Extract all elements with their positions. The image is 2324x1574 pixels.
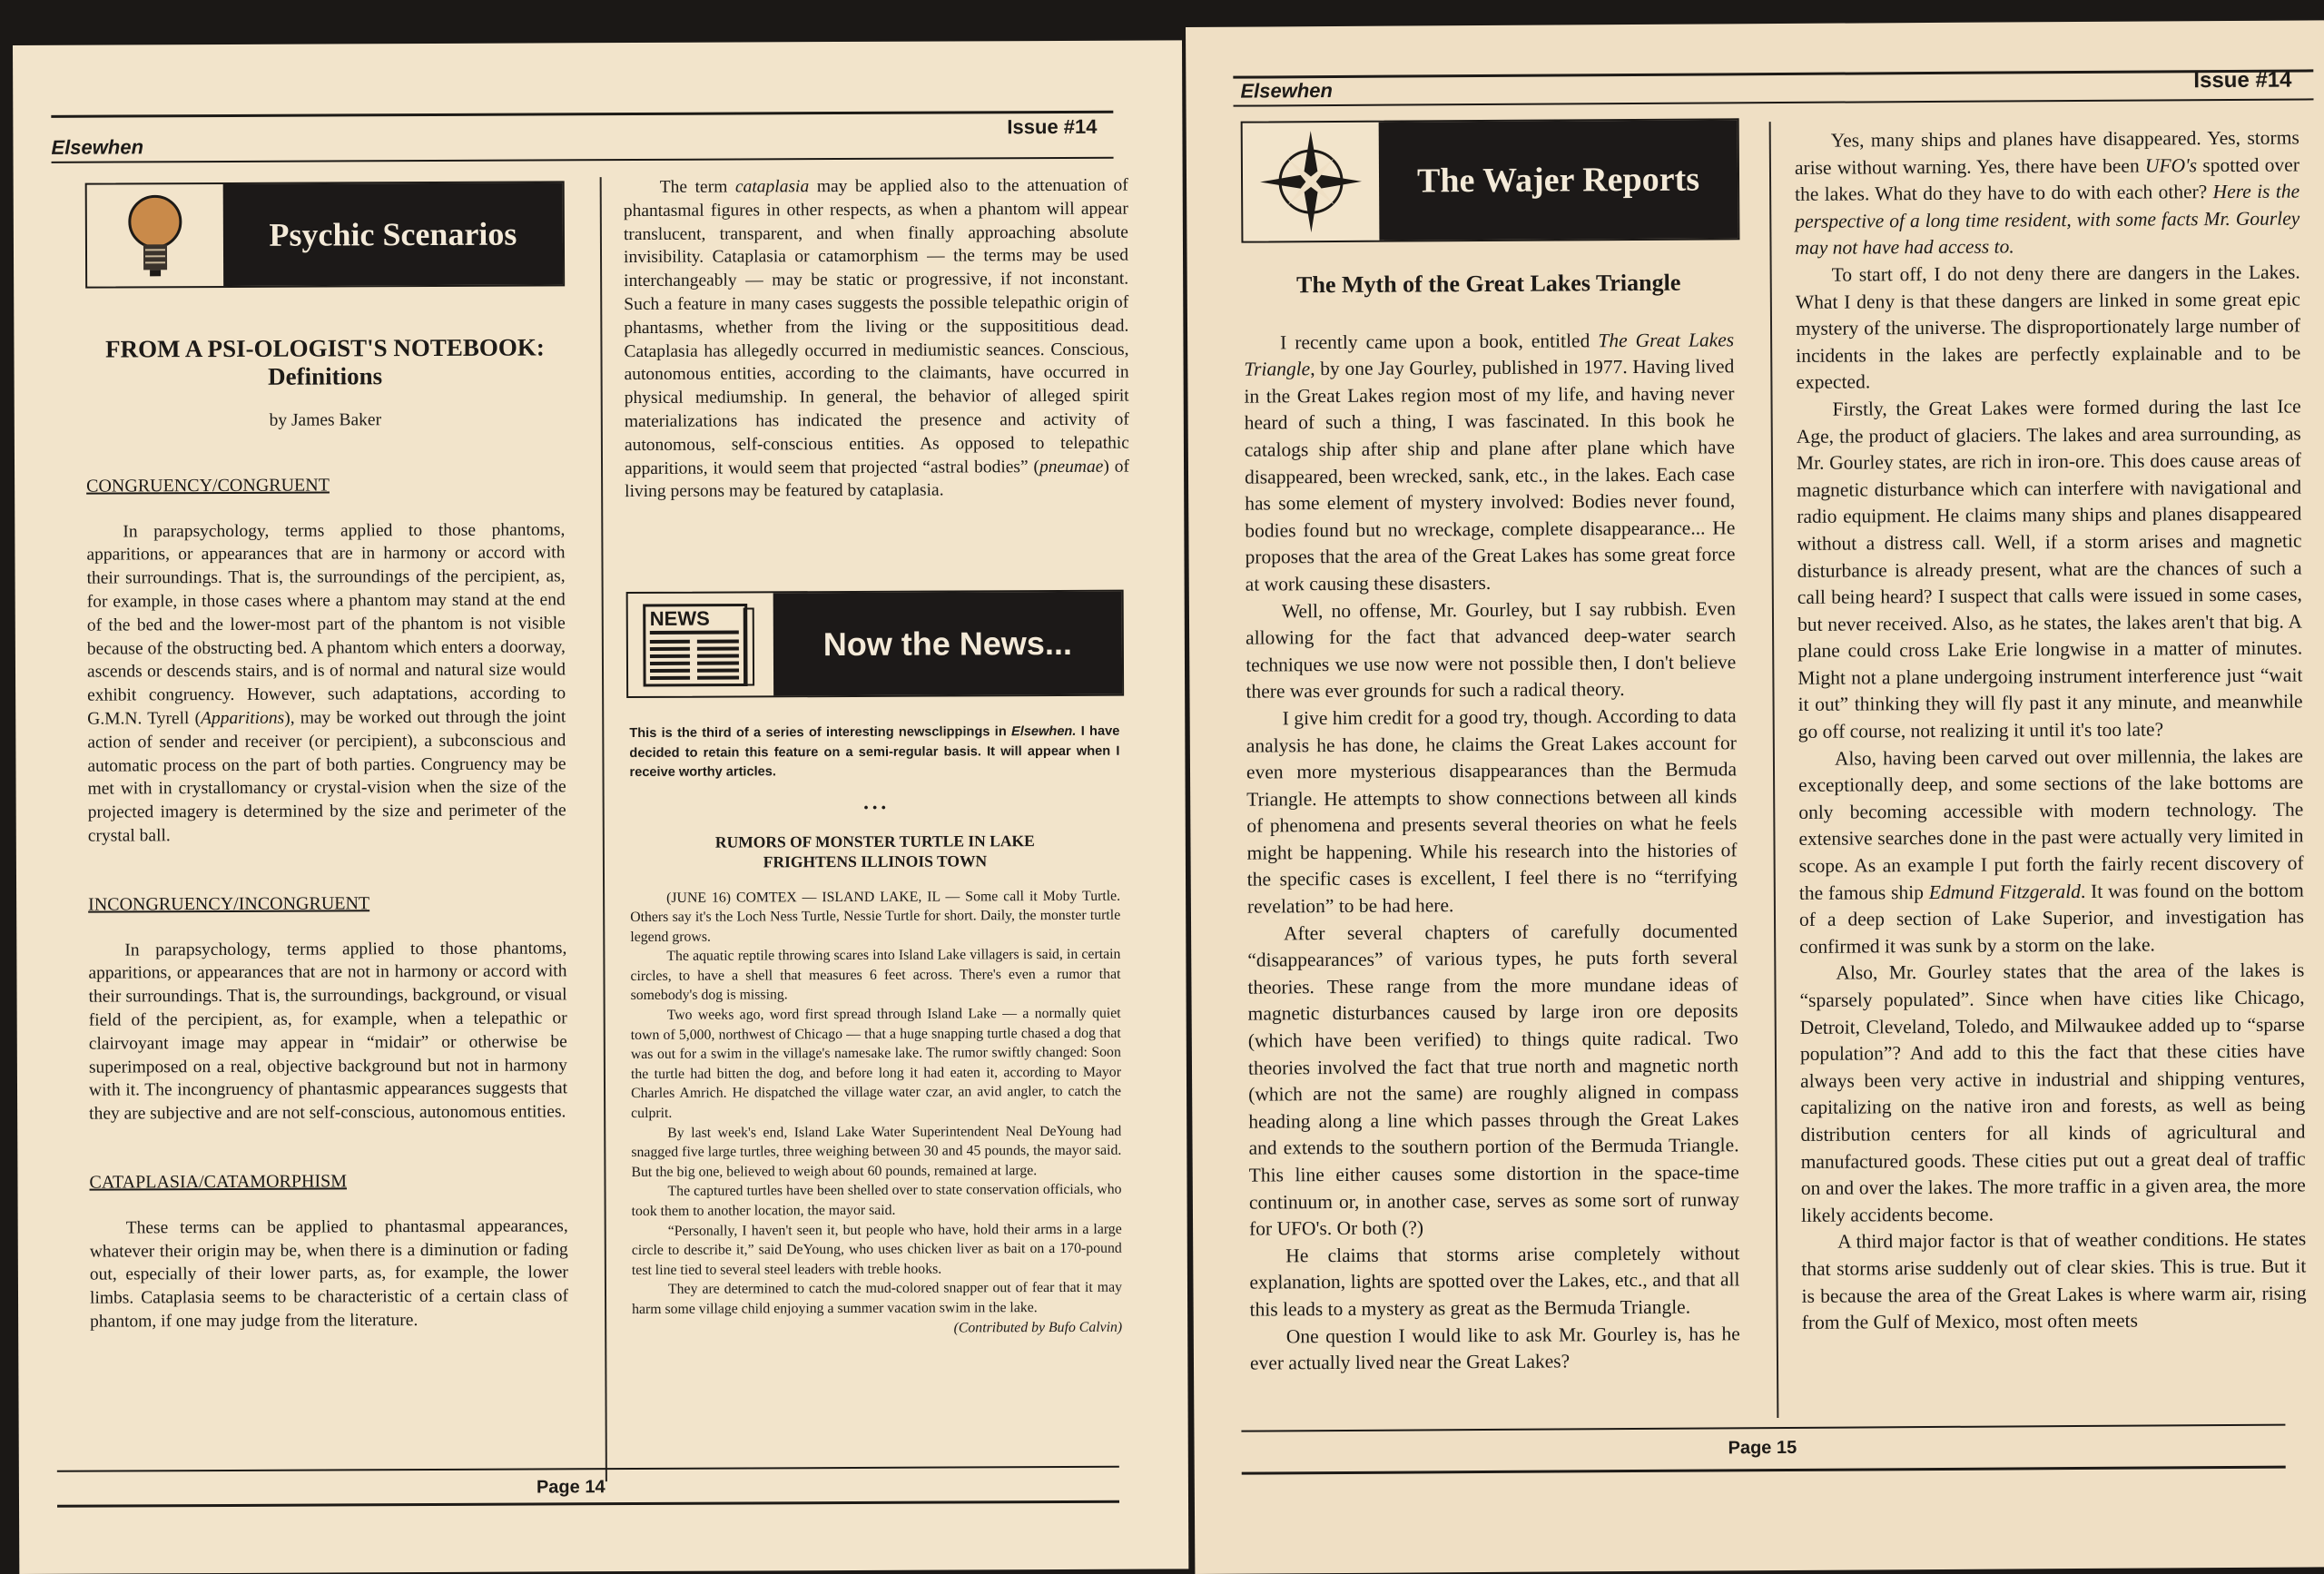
- left-page: [13, 40, 1188, 1574]
- separator: • • •: [863, 800, 887, 816]
- banner-title: The Wajer Reports: [1379, 120, 1738, 240]
- paragraph: [1795, 125, 2300, 262]
- article-title-line1: FROM A PSI-OLOGIST'S NOTEBOOK:: [104, 333, 545, 363]
- paragraph: [632, 1278, 1122, 1320]
- wajer-reports-banner: [1241, 118, 1740, 242]
- page-number: Page 14: [536, 1477, 606, 1498]
- paragraph: [631, 1180, 1121, 1222]
- paragraph: [90, 1215, 569, 1333]
- paragraph: [1798, 743, 2304, 960]
- text-run: In parapsychology, terms applied to those phantoms, apparitions, or appearances that are not in harmony or accord with their surroundings. That is, the surroundings, background, or visual field of the percipient, as, for example, when a telepathic or clairvoyant image may appear in “midair” or otherwise be superimposed on a real, objective background but not in harmony with it. The incongruency of phantasmic appearances suggests that they are subjective and are not self-conscious, autonomous entities.: [88, 938, 568, 1124]
- newspaper-icon: [628, 593, 773, 696]
- footer-rule: [1241, 1424, 2285, 1432]
- italic-text: pneumae: [1039, 457, 1104, 477]
- footer-rule-lower: [1242, 1466, 2286, 1475]
- italic-text: cataplasia: [734, 177, 810, 197]
- banner-title: Psychic Scenarios: [223, 182, 563, 286]
- paragraph: [1801, 1226, 2307, 1337]
- right-page: [1186, 20, 2324, 1574]
- wajer-column-2: [1795, 125, 2307, 1337]
- text-run: “Personally, I haven't seen it, but people who have, hold their arms in a large circle to describe it,” said DeYoung, who uses chicken liver as bait on a 170-pound test line tied to several steel leaders with treble hooks.: [631, 1221, 1122, 1278]
- headline-line1: RUMORS OF MONSTER TURTLE IN LAKE: [714, 831, 1035, 851]
- publication-name: Elsewhen: [51, 135, 144, 159]
- column-divider: [1769, 122, 1779, 1418]
- issue-number: Issue #14: [2193, 67, 2292, 93]
- paragraph: [630, 945, 1120, 1006]
- text-run: (JUNE 16) COMTEX — ISLAND LAKE, IL — Some call it Moby Turtle. Others say it's the Loch Ness Turtle, Nessie Turtle for short. Daily, the monster turtle legend grows.: [630, 888, 1121, 945]
- footer-rule-lower: [57, 1500, 1119, 1508]
- text-run: By last week's end, Island Lake Water Superintendent Neal DeYoung had snagged five large turtles, three weighing between 30 and 45 pounds, the mayor said. But the big one, believed to weigh about 60 pounds, remained at large.: [631, 1123, 1122, 1180]
- headline-line2: FRIGHTENS ILLINOIS TOWN: [763, 851, 988, 871]
- header-rule-lower: [1234, 98, 2314, 106]
- header-rule-lower: [52, 157, 1114, 163]
- publication-name: Elsewhen: [1240, 79, 1333, 103]
- text-run: . It was found on the bottom of a deep section of Lake Superior, and investigation has confirmed it was sunk by a storm on the lake.: [1798, 879, 2305, 958]
- text-run: ) of living persons may be featured by cataplasia.: [625, 457, 1130, 502]
- wajer-column-1: [1244, 269, 1740, 1377]
- lightbulb-icon: [87, 184, 223, 287]
- text-run: I give him credit for a good try, though. According to data analysis he has done, he claims the Great Lakes account for even more mysterious disappearances than the Bermuda Triangle. He attempts to show connections between all kinds of phenomena and presents several theories on what he feels might be happening. While his research into the histories of the specific cases is excellent, I feel there is no “terrifying revelation” to be had here.: [1246, 704, 1738, 918]
- text-run: The captured turtles have been shelled over to state conservation officials, who took them to another location, the mayor said.: [631, 1182, 1122, 1220]
- paragraph: [1247, 918, 1739, 1243]
- text-run: In parapsychology, terms applied to those phantoms, apparitions, or appearances that are in harmony or accord with their surroundings. That is, the surroundings of the percipient, as, for example, in those cases where a phantom may stand at the end of the bed and the lower-most part of the phantom is not visible because of the obstructing bed. A phantom which enters a doorway, ascends or descends stairs, and is of normal and natural size would exhibit congruency. However, such adaptations, according to G.M.N. Tyrell (: [86, 519, 566, 729]
- paragraph: [1799, 958, 2306, 1229]
- article-title: [85, 333, 564, 391]
- paragraph: [624, 174, 1130, 505]
- section-heading: CONGRUENCY/CONGRUENT: [86, 475, 330, 497]
- compass-rose-icon: [1243, 123, 1380, 241]
- page-number: Page 15: [1728, 1437, 1797, 1459]
- byline: by James Baker: [269, 410, 382, 430]
- text-run: The term: [659, 177, 735, 197]
- text-run: These terms can be applied to phantasmal appearances, whatever their origin may be, when there is a diminution or fading out, especially of their lower parts, as, for example, the lower limbs. Cataplasia seems to be characteristic of a certain class of phantom, if one may judge from the literature.: [89, 1216, 569, 1332]
- text-run: Two weeks ago, word first spread through Island Lake — a normally quiet town of 5,000, northwest of Chicago — that a huge snapping turtle chased a dog that was out for a swim in the village's namesake lake. The rumor swiftly changed: Soon the turtle had bitten the dog, and before long it had eaten it, according to Mayor Charles Amrich. He dispatched the village water czar, an avid angler, to catch the culprit.: [630, 1005, 1122, 1122]
- news-banner-title: Now the News...: [773, 592, 1122, 696]
- section-heading: INCONGRUENCY/INCONGRUENT: [88, 893, 370, 915]
- italic-text: Elsewhen.: [1010, 723, 1077, 740]
- paragraph: [1244, 327, 1736, 598]
- text-run: ), may be worked out through the joint action of sender and receiver (or percipient), a subconscious and automatic process on the part of both parties. Congruency may be met with in crystallomancy or crystal-vision when the size of the projected imagery is determined by the size and perimeter of the crystal ball.: [87, 707, 566, 846]
- text-run: A third major factor is that of weather conditions. He states that storms arise suddenly out of clear skies. This is true. But it is because the area of the Great Lakes is where warm air, rising from the Gulf of Mexico, most often meets: [1801, 1227, 2307, 1334]
- footer-rule: [57, 1466, 1119, 1472]
- text-run: spotted over the lakes. What do they have to do with each other?: [1795, 153, 2300, 206]
- text-run: Firstly, the Great Lakes were formed during the last Ice Age, the product of glaciers. The lakes and area surrounding, as Mr. Gourley states, are rich in iron-ore. This does cause areas of magnetic disturbance which can interfere with navigational and radio equipment. He claims many ships and planes disappeared without a distress call. Well, if a storm arises and magnetic disturbance is already present, what are the chances of such a call being heard? I suspect that calls were issued in some cases, but never received. Also, as he states, the lakes aren't that big. A plane could cross Lake Erie longwise in a matter of minutes. Might not a plane undergoing instrument interference just “wait it out” thinking they will fly past it any minute, and meanwhile go off course, not realizing it until it's too late?: [1796, 395, 2303, 743]
- paragraph: [1249, 1240, 1740, 1323]
- text-run: Also, Mr. Gourley states that the area of the lakes is “sparsely populated”. Since when have cities like Chicago, Detroit, Cleveland, Toledo, and Milwaukee added up to “sparse population”? And add to this the fact that these cities have always been very active in industrial and shipping ventures, capitalizing on the native iron and forests, as well as being distribution centers for all kinds of agricultural and manufactured goods. These cities put out a great deal of traffic on and over the lakes. The more traffic in a given area, the more likely accidents become.: [1799, 959, 2306, 1226]
- paragraph: [632, 1219, 1122, 1280]
- italic-text: UFO's: [2144, 153, 2198, 177]
- text-run: One question I would like to ask Mr. Gourley is, has he ever actually lived near the Great Lakes?: [1249, 1322, 1740, 1374]
- italic-text: The Great Lakes Triangle: [1244, 328, 1735, 380]
- text-run: Well, no offense, Mr. Gourley, but I say rubbish. Even allowing for the fact that advanced deep-water search techniques we use now were not possible then, I don't believe there was ever grounds for such a radical theory.: [1246, 596, 1737, 703]
- news-credit: (Contributed by Bufo Calvin): [953, 1319, 1123, 1336]
- paragraph: [1246, 703, 1738, 920]
- news-section: [629, 723, 1122, 1340]
- news-headline: [630, 830, 1120, 871]
- article-title-line2: Definitions: [268, 362, 383, 390]
- paragraph: [631, 1121, 1121, 1182]
- paragraph: [1250, 1321, 1740, 1377]
- paragraph: [631, 1004, 1122, 1124]
- text-run: I have decided to retain this feature on a semi-regular basis. It will appear when I receive worthy articles.: [629, 723, 1120, 781]
- news-banner: [626, 590, 1125, 698]
- text-run: Also, having been carved out over millennia, the lakes are exceptionally deep, and some sections of the lake bottoms are only becoming accessible with modern technology. The extensive searches done in the past were actually very limited in scope. As an example I put forth the fairly recent discovery of the famous ship: [1798, 744, 2304, 904]
- paragraph: [1796, 259, 2301, 396]
- text-run: He claims that storms arise completely without explanation, lights are spotted over the Lakes, etc., and that all this leads to a mystery as great as the Bermuda Triangle.: [1249, 1242, 1740, 1321]
- paragraph: [630, 886, 1120, 947]
- text-run: They are determined to catch the mud-colored snapper out of fear that it may harm some village child enjoying a summer vacation swim in the lake.: [632, 1280, 1123, 1318]
- paragraph: [1796, 393, 2302, 745]
- text-run: After several chapters of carefully documented “disappearances” of various types, he puts forth several theories. These range from the more mundane ideas of magnetic disturbances caused by large iron ore deposits (which have been verified) to things quite radical. Two theories involved the fact that true north and magnetic north (which are not the same) are roughly aligned in compass heading along a line which passes through the Great Lakes and extends to the southern portion of the Bermuda Triangle. This line either causes some distortion in the space-time continuum or, in another case, serves as some sort of runway for UFO's. Or both (?): [1247, 919, 1739, 1240]
- news-intro: [629, 723, 1119, 783]
- header-rule: [1233, 69, 2313, 78]
- italic-text: Edmund Fitzgerald: [1928, 880, 2081, 903]
- italic-text: Apparitions: [201, 708, 285, 729]
- text-run: Yes, many ships and planes have disappeared. Yes, storms arise without warning. Yes, there have been: [1794, 126, 2299, 179]
- paragraph: [88, 937, 567, 1126]
- text-run: The aquatic reptile throwing scares into Island Lake villagers is said, in certain circles, to have a shell that measures 6 feet across. There's even a rumor that somebody's dog is missing.: [630, 946, 1121, 1004]
- svg-text:NEWS: NEWS: [649, 606, 710, 630]
- text-run: may be applied also to the attenuation of phantasmal figures in other respects, as when a phantom will appear translucent, transparent, and when finally approaching absolute invisibility. Cataplasia or catamorphism — the terms may be used interchangeably — may be static or progressive, if not inconstant. Such a feature in many cases suggests the possible telepathic origin of phantasms, whether from the living or the supposititious dead. Cataplasia has allegedly occurred in mediumistic seances. Conscious, autonomous entities, according to the claimants, have occurred in physical mediumship. In general, the behavior of alleged spirit materializations has indicated the presence and activity of autonomous, self-conscious entities. As opposed to telepathic apparitions, it would seem that projected “astral bodies” (: [623, 175, 1129, 478]
- cataplasia-continuation: [624, 174, 1130, 505]
- section-heading: CATAPLASIA/CATAMORPHISM: [89, 1171, 348, 1193]
- issue-number: Issue #14: [1007, 114, 1098, 139]
- article-title: The Myth of the Great Lakes Triangle: [1296, 269, 1681, 299]
- psychic-scenarios-banner: [85, 181, 566, 288]
- text-run: , by one Jay Gourley, published in 1977. Having lived in the Great Lakes region most of my life, and having never heard of such a thing, I was fascinated. In this book he catalogs ship after ship and plane after plane which have disappeared, been wrecked, sank, etc., in the lakes. Each case has some element of mystery involved: Bodies never found, bodies found but no wreckage, complete disappearance... He proposes that the area of the Great Lakes has some great force at work causing these disasters.: [1244, 355, 1736, 595]
- text-run: This is the third of a series of interesting newsclippings in: [629, 724, 1012, 742]
- paragraph: [1246, 595, 1737, 706]
- text-run: To start off, I do not deny there are dangers in the Lakes. What I deny is that these dangers are linked in some great epic mystery of the universe. The disproportionately large number of incidents in the lakes are perfectly explainable and to be expected.: [1795, 261, 2301, 394]
- paragraph: [86, 518, 566, 848]
- column-divider: [600, 177, 607, 1481]
- definitions-column: [85, 333, 568, 1333]
- text-run: I recently came upon a book, entitled: [1280, 329, 1599, 353]
- italic-text: Here is the perspective of a long time resident, with some facts Mr. Gourley may not have had access to.: [1795, 180, 2300, 260]
- header-rule: [51, 111, 1113, 118]
